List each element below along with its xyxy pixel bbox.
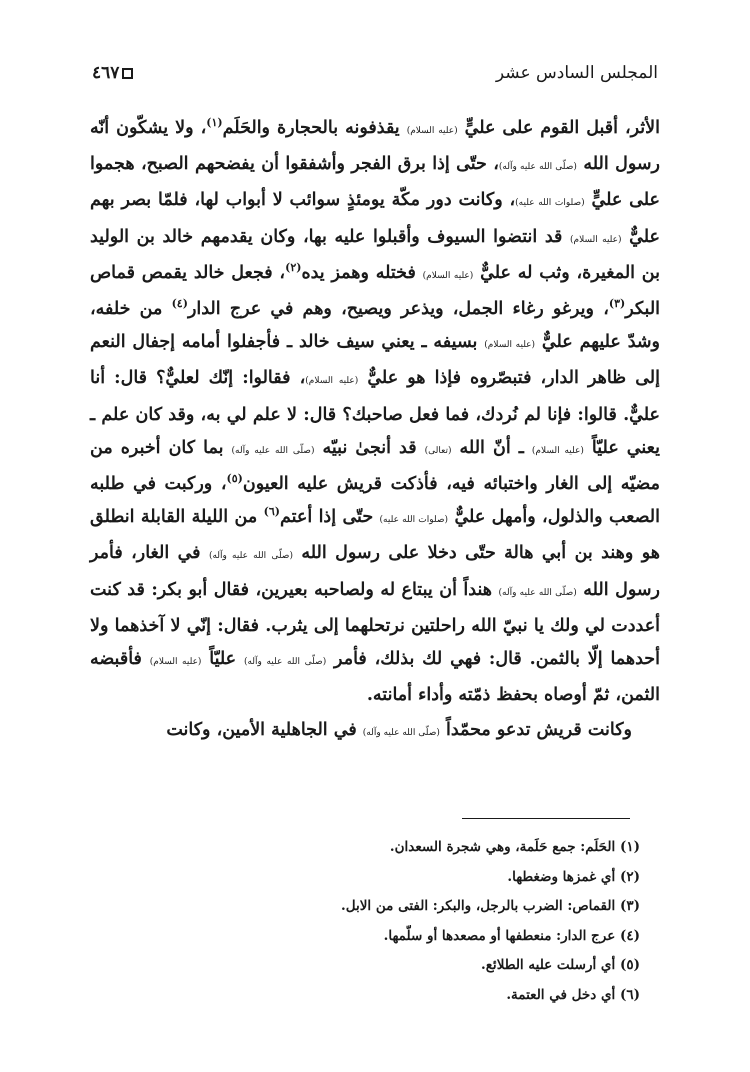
footnote-ref: (١) [206, 116, 223, 130]
text-run: في الغار، فأمر رسول الله [90, 543, 660, 600]
chapter-title: المجلس السادس عشر [495, 63, 658, 83]
text-run: وكانت قريش تدعو محمّداً [439, 720, 632, 741]
text-run: قد انتضوا السيوف وأقبلوا عليه بها، وكان يقدمهم خالد بن الوليد بن المغيرة، وثب له عليٌّ [90, 226, 661, 283]
honorific: (صلوات الله عليه) [515, 198, 585, 209]
main-text [90, 112, 660, 751]
footnote: (٢) أي غمزها وضغطها. [507, 868, 640, 885]
text-run: فختله وهمز يده [301, 262, 423, 283]
text-run: بسيفه ـ يعني سيف خالد ـ فأجفلوا أمامه إجفال النعم إلى ظاهر الدار، فتبصّروه فإذا هو عليٌّ [90, 332, 660, 389]
footnote-ref: (٥) [226, 472, 243, 486]
text-run: هنداً أن يبتاع له ولصاحبه بعيرين، فقال أبو بكر: قد كنت أعددت لي ولك يا نبيّ الله راحلتين نرتحلهما إلى يثرب. فقال: إنّي لا آخذهما ولا أحدهما إلّا بالثمن. قال: فهي لك بذلك، فأمر [90, 579, 660, 670]
text-run: الأثر، أقبل القوم على عليٍّ [457, 118, 660, 138]
paragraph [90, 112, 660, 712]
text-run: ، وركبت في طلبه الصعب والذلول، وأمهل عليٌّ [90, 474, 660, 528]
page-number-box [92, 63, 133, 83]
text-run: فأقبضه الثمن، ثمّ أوصاه بحفظ ذمّته وأداء أمانته. [90, 649, 660, 706]
footnote: (٥) أي أرسلت عليه الطلائع. [481, 957, 640, 973]
honorific: (عليه السلام) [149, 657, 202, 668]
footnote-ref: (٤) [171, 297, 188, 311]
text-run: حتّى إذا أعتم [279, 507, 380, 528]
text-run: ، ويرغو رغاء الجمل، ويذعر ويصيح، وهم في عرج الدار [187, 299, 609, 320]
honorific: (صلّى الله عليه وآله) [243, 657, 327, 668]
text-run: ، حتّى إذا برق الفجر وأشفقوا أن يفضحهم الصبح، هجموا على عليٍّ [90, 154, 660, 211]
text-run: في الجاهلية الأمين، وكانت [166, 720, 363, 741]
footnote-separator [462, 818, 630, 819]
honorific: (صلوات الله عليه) [379, 515, 449, 526]
footnotes [90, 833, 640, 1010]
footnote: (٣) القماص: الضرب بالرجل، والبكر: الفتى من الابل. [341, 898, 640, 914]
footnote-ref: (٢) [285, 260, 302, 274]
footnote: (٦) أي دخل في العتمة. [506, 986, 640, 1003]
text-run: عليّاً [201, 649, 244, 670]
page-number: ٤٦٧ [92, 63, 120, 83]
footnote: (١) الحَلَم: جمع حَلَمة، وهي شجرة السعدان. [389, 839, 640, 855]
text-run: ، فقالوا: إنّك لعليٌّ؟ قال: أنا عليٌّ. قالوا: فإنا لم نُردك، فما فعل صاحبك؟ قال: لا علم لي به، وقد كان علم ـ يعني عليّاً [90, 368, 660, 458]
text-run: ـ أنّ الله [451, 437, 532, 458]
honorific: (عليه السلام) [422, 270, 474, 281]
page-header [92, 58, 658, 88]
text-run: بما كان أخبره من مضيّه إلى الغار واختبائه فيه، فأذكت قريش عليه العيون [90, 437, 660, 495]
honorific: (عليه السلام) [484, 340, 536, 351]
honorific: (صلّى الله عليه وآله) [208, 551, 293, 562]
honorific: (عليه السلام) [305, 376, 359, 387]
honorific: (صلّى الله عليه وآله) [498, 587, 577, 598]
honorific: (عليه السلام) [570, 234, 622, 245]
honorific: (صلّى الله عليه وآله) [498, 162, 577, 173]
text-run: يقذفونه بالحجارة والحَلَم [222, 118, 407, 138]
honorific: (عليه السلام) [406, 126, 458, 136]
paragraph [90, 714, 660, 750]
text-run: قد أنجىٰ نبيّه [314, 437, 425, 458]
text-run: ، وكانت دور مكّة يومئذٍ سوائب لا أبواب لها، فلمّا بصر بهم عليٌّ [90, 190, 660, 247]
honorific: (صلّى الله عليه وآله) [362, 728, 440, 739]
text-run: من خلفه، وشدّ عليهم عليٌّ [90, 299, 660, 353]
text-run: ، فجعل خالد يقمص قماص البكر [90, 262, 661, 320]
square-marker-icon [122, 68, 133, 79]
text-run: من الليلة القابلة انطلق هو وهند بن أبي هالة حتّى دخلا على رسول الله [90, 507, 660, 564]
footnote: (٤) عرج الدار: منعطفها أو مصعدها أو سلّمها. [383, 927, 640, 944]
honorific: (تعالى) [424, 445, 452, 456]
honorific: (صلّى الله عليه وآله) [231, 445, 315, 456]
footnote-ref: (٣) [608, 297, 626, 311]
footnote-ref: (٦) [263, 505, 280, 519]
text-run: ، ولا يشكّون أنّه رسول الله [90, 118, 660, 175]
honorific: (عليه السلام) [531, 445, 584, 456]
